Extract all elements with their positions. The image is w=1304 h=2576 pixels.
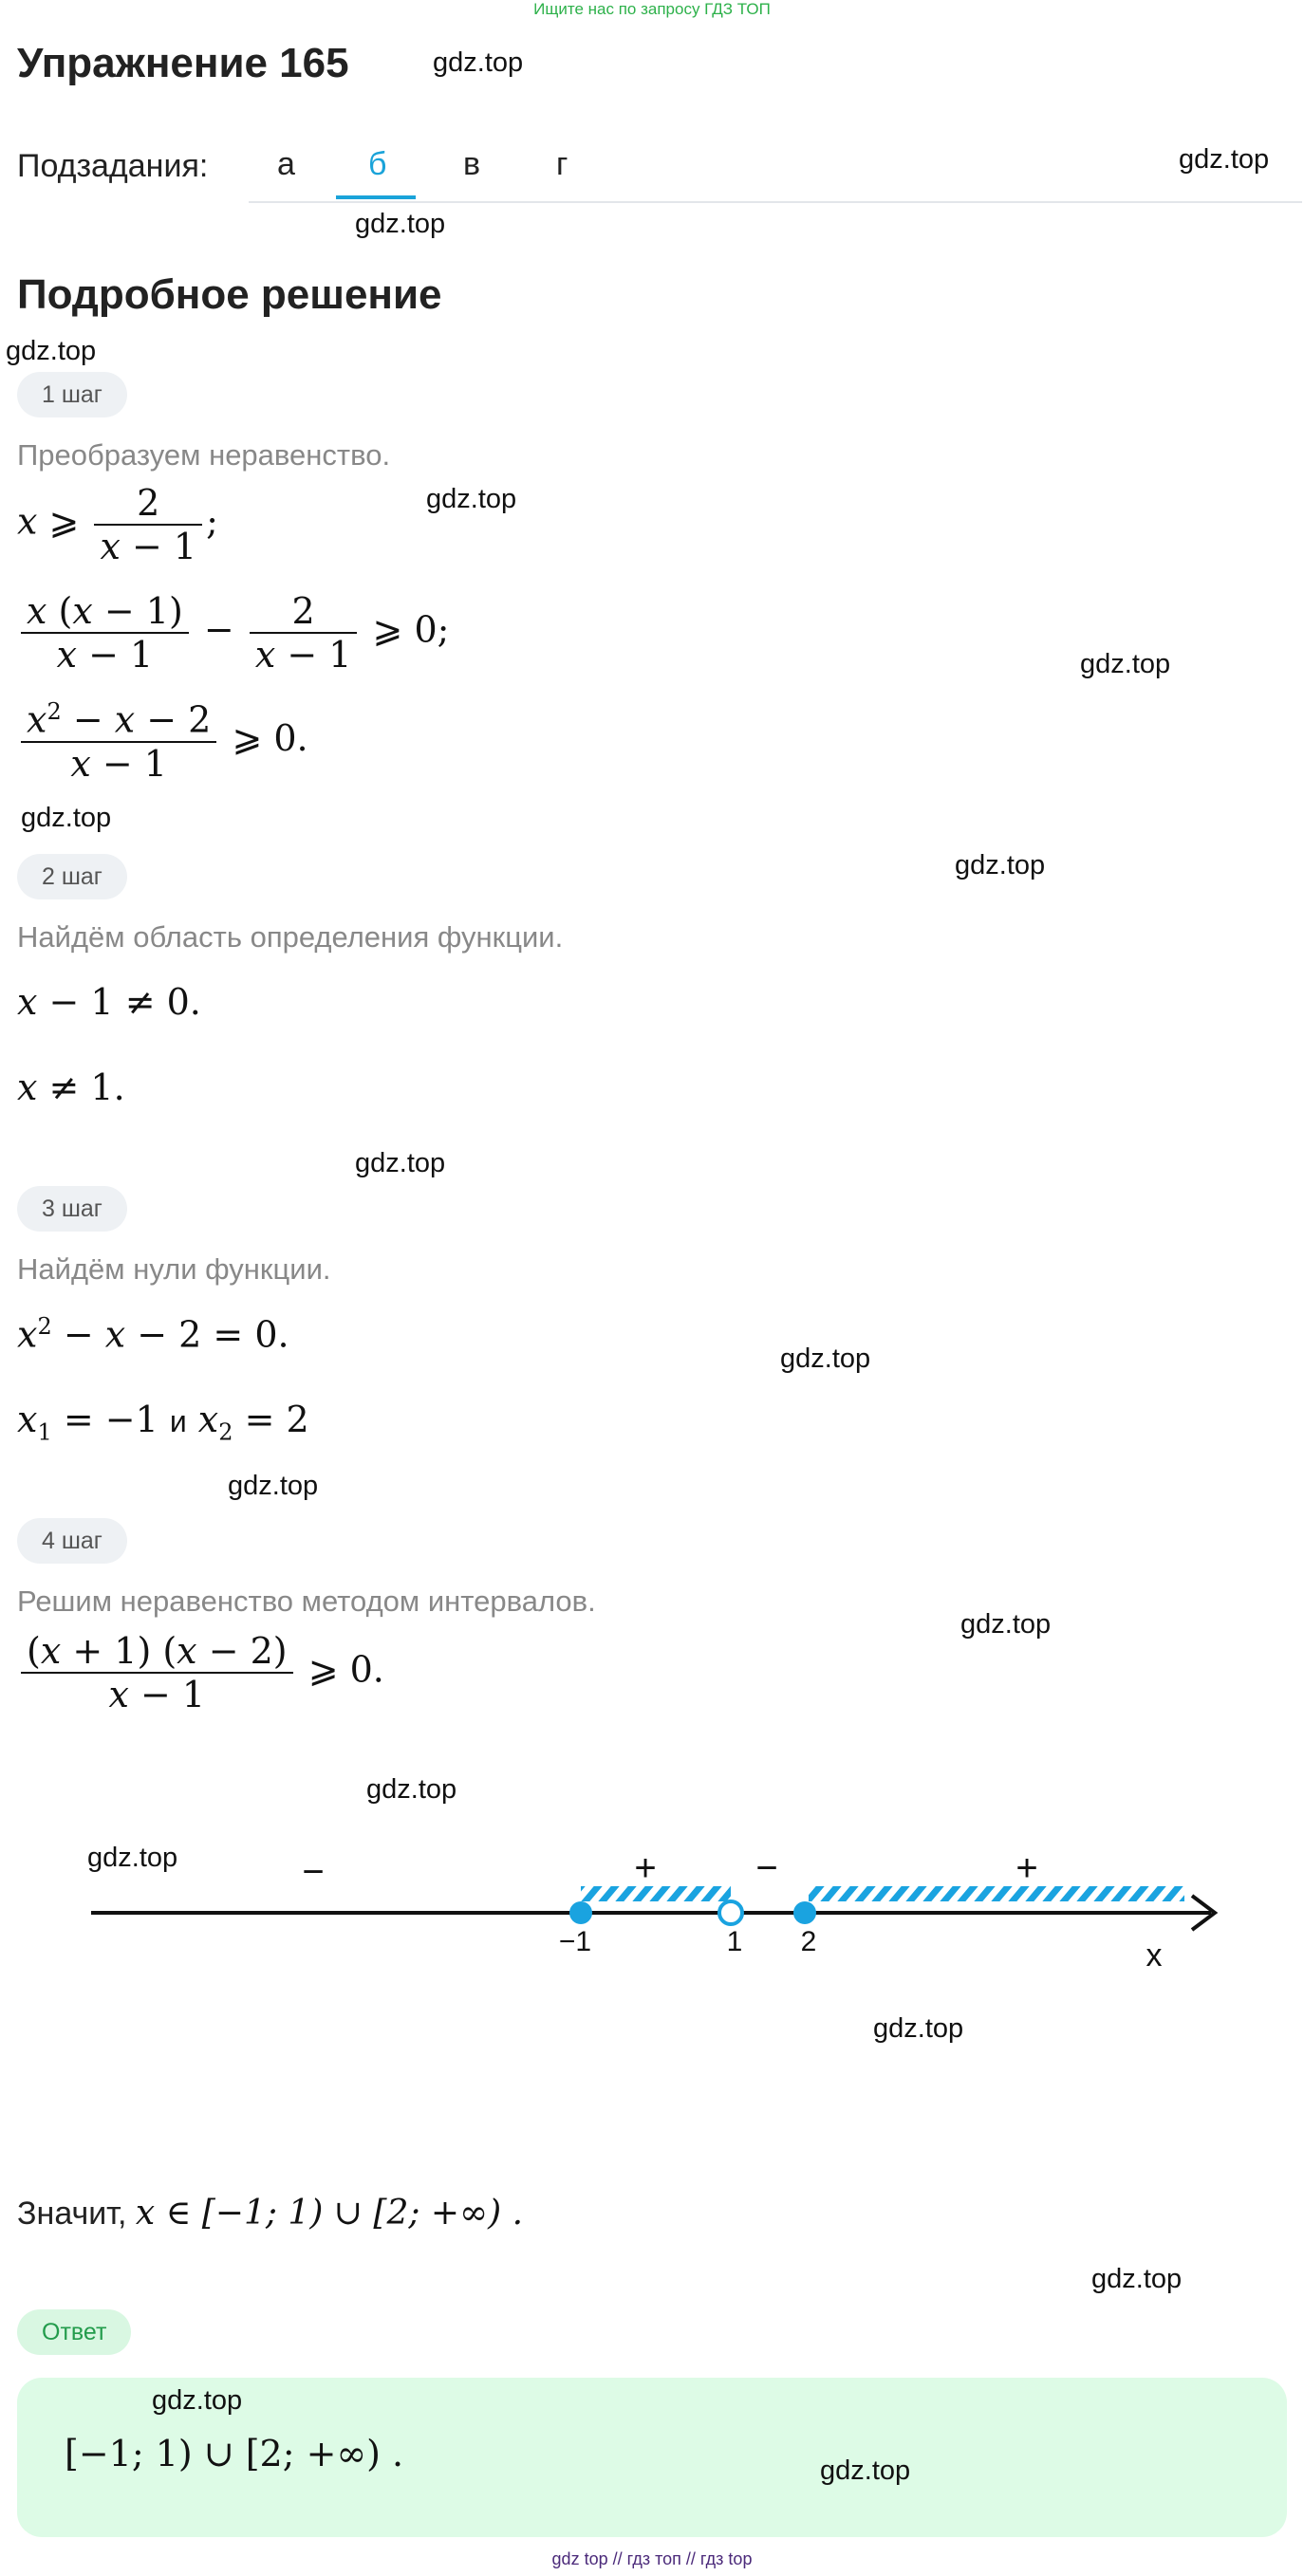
answer-box (17, 2378, 1287, 2537)
watermark: gdz.top (873, 2013, 964, 2044)
step-3-line-1: $x^2 - x - 2 = 0$. (17, 1313, 289, 1356)
watermark: gdz.top (960, 1609, 1052, 1640)
watermark: gdz.top (1179, 144, 1270, 175)
tab-a[interactable]: а (277, 146, 295, 182)
watermark: gdz.top (21, 803, 112, 833)
conclusion-prefix: Значит, (17, 2196, 136, 2232)
step-2-badge: 2 шаг (17, 854, 127, 899)
step-4-badge: 4 шаг (17, 1518, 127, 1564)
watermark: gdz.top (1080, 649, 1171, 679)
watermark: gdz.top (87, 1843, 178, 1873)
tab-b[interactable]: б (368, 146, 387, 182)
sign-4: + (1015, 1847, 1038, 1889)
interval-number-line (0, 1841, 1304, 1983)
step-1-line-2: $\frac{x (x - 1)}{x - 1}$ − $\frac{2}{x - 1}$ ⩾ 0; (17, 590, 449, 676)
conclusion (17, 2194, 523, 2233)
watermark: gdz.top (780, 1344, 871, 1374)
step-2-hint: Найдём область определения функции. (17, 920, 564, 954)
sign-2: + (634, 1847, 657, 1889)
tab-g[interactable]: г (556, 146, 568, 182)
page-title: Упражнение 165 (17, 40, 349, 86)
solution-title: Подробное решение (17, 271, 442, 318)
watermark: gdz.top (6, 336, 97, 366)
watermark: gdz.top (820, 2456, 911, 2486)
conclusion-value: x ∈ [−1; 1) ∪ [2; +∞) . (135, 2194, 524, 2233)
sign-1: − (302, 1851, 325, 1893)
point-label-minus-one: −1 (558, 1926, 592, 1957)
watermark: gdz.top (355, 1148, 446, 1178)
step-1-line-3: $\frac{x^2 - x - 2}{x - 1}$ ⩾ 0. (17, 698, 308, 785)
hatch-interval-2 (809, 1886, 1184, 1901)
step-2-line-2: x ≠ 1. (17, 1066, 125, 1108)
step-3-line-2: $x_1 = -1$ и $x_2 = 2$ (17, 1399, 309, 1446)
watermark: gdz.top (152, 2385, 243, 2416)
watermark: gdz.top (426, 484, 517, 514)
watermark: gdz.top (955, 850, 1046, 880)
step-1-line-1: x ⩾ $\frac{2}{x - 1}$ ; (17, 482, 218, 567)
point-label-two: 2 (800, 1926, 817, 1957)
footer-links[interactable]: gdz top // гдз топ // гдз top (551, 2549, 753, 2568)
point-minus-one (569, 1901, 592, 1924)
subtasks-label: Подзадания: (17, 148, 209, 184)
search-banner[interactable]: Ищите нас по запросу ГДЗ ТОП (533, 0, 771, 18)
point-label-one: 1 (726, 1926, 743, 1957)
step-2-line-1: x − 1 ≠ 0. (17, 981, 201, 1023)
tab-v[interactable]: в (463, 146, 481, 182)
watermark: gdz.top (366, 1774, 457, 1805)
sign-3: − (755, 1847, 778, 1889)
step-4-hint: Решим неравенство методом интервалов. (17, 1585, 596, 1618)
step-1-hint: Преобразуем неравенство. (17, 438, 391, 472)
answer-value: [−1; 1) ∪ [2; +∞) . (65, 2433, 404, 2474)
watermark: gdz.top (433, 47, 524, 78)
watermark: gdz.top (228, 1471, 319, 1501)
active-tab-indicator (336, 195, 416, 199)
subtask-tabs (249, 133, 1302, 203)
step-3-hint: Найдём нули функции. (17, 1252, 331, 1286)
axis-label-x: x (1146, 1937, 1163, 1974)
watermark: gdz.top (1091, 2264, 1183, 2294)
step-1-badge: 1 шаг (17, 372, 127, 417)
point-two (793, 1901, 816, 1924)
watermark: gdz.top (355, 209, 446, 239)
step-3-badge: 3 шаг (17, 1186, 127, 1232)
point-one-open (719, 1901, 742, 1924)
step-4-line-1: $\frac{(x + 1) (x - 2)}{x - 1}$ ⩾ 0. (17, 1630, 384, 1715)
answer-badge: Ответ (17, 2309, 131, 2355)
